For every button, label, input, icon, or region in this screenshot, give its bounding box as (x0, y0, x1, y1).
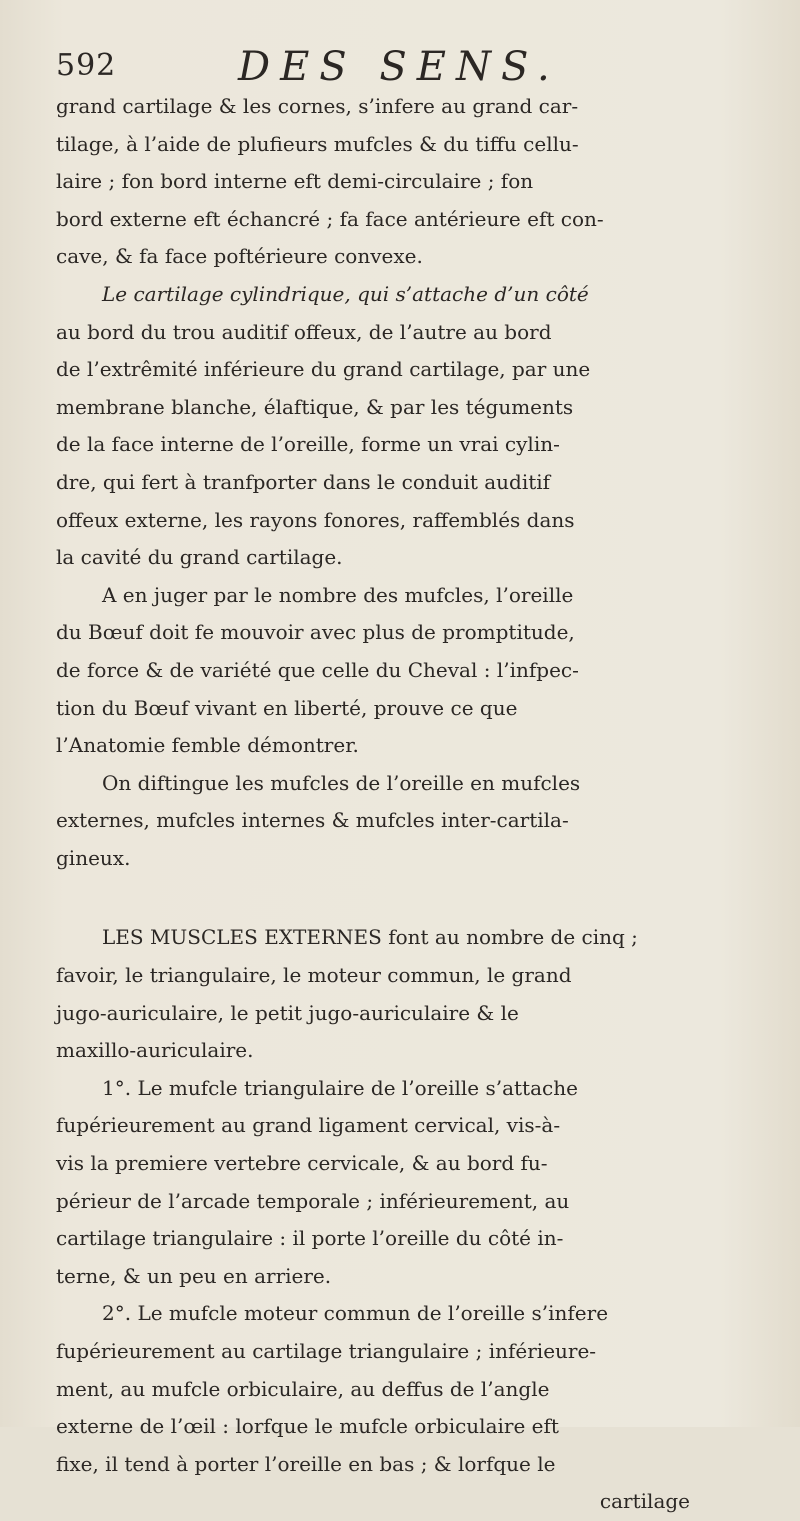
text-line: l’Anatomie femble démontrer. (56, 733, 359, 758)
text-line: jugo-auriculaire, le petit jugo-auriculaire & le (56, 1000, 519, 1025)
text-line: On diftingue les mufcles de l’oreille en mufcles (102, 770, 581, 795)
page-header (56, 44, 746, 94)
text-line: tilage, à l’aide de plufieurs mufcles & du tiffu cellu- (56, 131, 579, 156)
text-line: offeux externe, les rayons fonores, raffemblés dans (56, 507, 575, 532)
text-line: Le cartilage cylindrique, qui s’attache d’un côté (102, 281, 589, 306)
text-line: ment, au mufcle orbiculaire, au deffus de l’angle (56, 1376, 550, 1401)
text-line: fupérieurement au cartilage triangulaire ; inférieure- (56, 1339, 597, 1363)
text-line: du Bœuf doit fe mouvoir avec plus de promptitude, (56, 620, 575, 645)
text-line: tion du Bœuf vivant en liberté, prouve ce que (56, 695, 518, 720)
text-line: bord externe eft échancré ; fa face antérieure eft con- (56, 206, 604, 231)
text-line: la cavité du grand cartilage. (56, 545, 343, 570)
text-line: de la face interne de l’oreille, forme un vrai cylin- (56, 432, 560, 457)
text-line: 2°. Le mufcle moteur commun de l’oreille s’infere (102, 1301, 609, 1326)
catchword: cartilage (599, 1489, 690, 1514)
page-number: 592 (56, 48, 117, 83)
text-line: maxillo-auriculaire. (56, 1038, 254, 1063)
text-line: externes, mufcles internes & mufcles inter-cartila- (56, 808, 569, 833)
body-text (56, 88, 756, 1521)
text-line: externe de l’œil : lorfque le mufcle orbiculaire eft (56, 1414, 559, 1439)
text-line: 1°. Le mufcle triangulaire de l’oreille s’attache (102, 1075, 578, 1100)
paragraph-gap (56, 877, 756, 919)
text-line: membrane blanche, élaftique, & par les téguments (56, 394, 574, 419)
text-line: fixe, il tend à porter l’oreille en bas ; & lorfque le (56, 1451, 556, 1476)
text-line: favoir, le triangulaire, le moteur commun, le grand (56, 963, 572, 988)
text-line: de force & de variété que celle du Cheval : l’infpec- (56, 657, 579, 682)
text-line: laire ; fon bord interne eft demi-circulaire ; fon (56, 169, 534, 194)
text-line: cartilage triangulaire : il porte l’oreille du côté in- (56, 1226, 564, 1251)
text-line: fupérieurement au grand ligament cervical, vis-à- (56, 1113, 561, 1138)
text-line: au bord du trou auditif offeux, de l’autre au bord (56, 319, 552, 344)
text-line: de l’extrêmité inférieure du grand cartilage, par une (56, 357, 591, 382)
text-line: périeur de l’arcade temporale ; inférieurement, au (56, 1188, 570, 1213)
text-line: gineux. (56, 845, 131, 870)
text-line: A en juger par le nombre des mufcles, l’oreille (102, 582, 574, 607)
text-line: LES MUSCLES EXTERNES font au nombre de cinq ; (102, 925, 638, 950)
text-line: grand cartilage & les cornes, s’infere au grand car- (56, 94, 579, 118)
running-title: DES SENS. (238, 44, 560, 90)
text-line: cave, & fa face poftérieure convexe. (56, 244, 423, 269)
text-line: dre, qui fert à tranfporter dans le conduit auditif (56, 469, 551, 494)
text-line: vis la premiere vertebre cervicale, & au bord fu- (56, 1151, 548, 1176)
text-line: terne, & un peu en arriere. (56, 1263, 332, 1288)
